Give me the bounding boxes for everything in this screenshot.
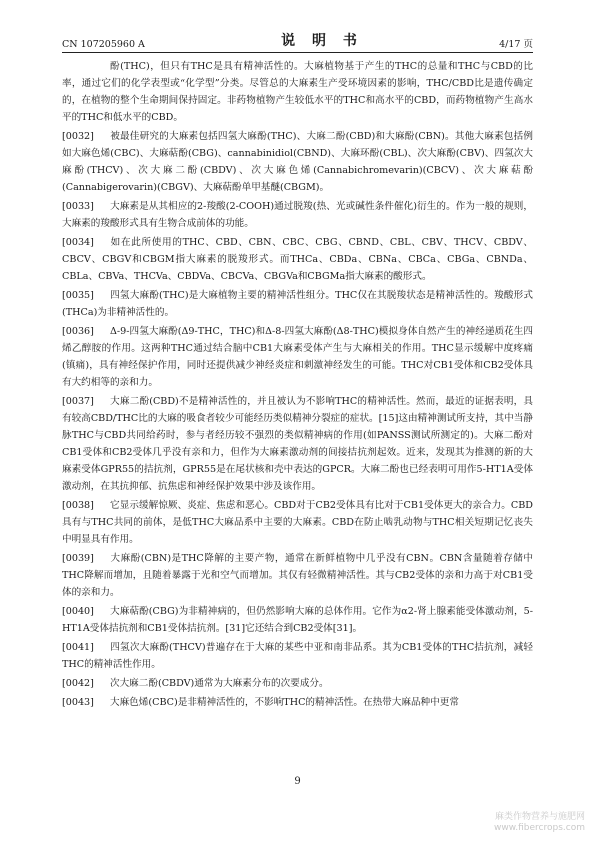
paragraph-text: 次大麻二酚(CBDV)通常为大麻素分布的次要成分。	[110, 678, 329, 689]
paragraph-number: [0036]	[62, 326, 94, 337]
paragraph-number: [0032]	[62, 131, 94, 142]
paragraph-text: 如在此所使用的THC、CBD、CBN、CBC、CBG、CBND、CBL、CBV、THCV、CBDV、CBCV、CBGV和CBGM指大麻素的脱羧形式。而THCa、CBDa、CBNa、CBCa、CBGa、CBNDa、CBLa、CBVa、THCVa、CBDVa、CBCVa、CBGVa和CBGMa指大麻素的酸形式。	[62, 237, 533, 282]
paragraph-text: 它显示缓解惊厥、炎症、焦虑和恶心。CBD对于CB2受体具有比对于CB1受体更大的亲合力。CBD具有与THC共同的前体，是低THC大麻品系中主要的大麻素。CBD在防止啮乳动物与THC相关短期记忆丧失中明显具有作用。	[62, 500, 533, 545]
paragraph-text: Δ-9-四氢大麻酚(Δ9-THC，THC)和Δ-8-四氢大麻酚(Δ8-THC)模拟身体自然产生的神经递质花生四烯乙醇胺的作用。这两种THC通过结合脑中CB1大麻素受体产生与大麻相关的作用。THC显示缓解中度疼痛(镇痛)，具有神经保护作用，同时还提供减少神经炎症和刺激神经发生的可能。THC对CB1受体和CB2受体具有大约相等的亲和力。	[62, 326, 533, 388]
paragraph-0036	[62, 323, 533, 391]
paragraph-text: 四氢大麻酚(THC)是大麻植物主要的精神活性组分。THC仅在其脱羧状态是精神活性的。羧酸形式(THCa)为非精神活性的。	[62, 290, 533, 318]
document-title: 说 明 书	[281, 33, 363, 49]
paragraph-text: 大麻二酚(CBD)不是精神活性的，并且被认为不影响THC的精神活性。然而，最近的证据表明，具有较高CBD/THC比的大麻的吸食者较少可能经历类似精神分裂症的症状。[15]这由精神测试所支持，其中当静脉THC与CBD共同给药时，参与者经历较不强烈的类似精神病的作用(如PANSS测试所测定的)。大麻二酚对CB1受体和CB2受体几乎没有亲和力，但作为大麻素激动剂的间接拮抗剂起效。近来，发现其为推测的新的大麻素受体GPR55的拮抗剂，GPR55是在尾状核和壳中表达的GPCR。大麻二酚也已经表明可用作5-HT1A受体激动剂，在其抗抑郁、抗焦虑和神经保护效果中涉及该作用。	[62, 396, 533, 492]
paragraph-number: [0042]	[62, 678, 94, 689]
paragraph-0040	[62, 603, 533, 637]
page-reference: 4/17 页	[499, 39, 533, 50]
paragraph-0039	[62, 550, 533, 601]
paragraph-number: [0039]	[62, 553, 94, 564]
paragraph-0037	[62, 393, 533, 495]
document-id: CN 107205960 A	[62, 39, 145, 50]
paragraph-number: [0043]	[62, 697, 94, 708]
document-header	[62, 30, 533, 50]
paragraph-text: 大麻酚(CBN)是THC降解的主要产物，通常在新鲜植物中几乎没有CBN。CBN含量随着存储中THC降解而增加，且随着暴露于光和空气而增加。其仅有轻微精神活性。其与CB2受体的亲和力高于对CB1受体的亲和力。	[62, 553, 533, 598]
paragraph-number: [0040]	[62, 606, 94, 617]
paragraph-0034	[62, 234, 533, 285]
watermark-name: 麻类作物营养与施肥网	[494, 812, 585, 822]
paragraph-text: 被最佳研究的大麻素包括四氢大麻酚(THC)、大麻二酚(CBD)和大麻酚(CBN)。其他大麻素包括例如大麻色烯(CBC)、大麻萜酚(CBG)、cannabinidiol(CBND)、大麻环酚(CBL)、次大麻酚(CBV)、四氢次大麻酚(THCV)、次大麻二酚(CBDV)、次大麻色烯(Cannabichromevarin)(CBCV)、次大麻萜酚(Cannabigerovarin)(CBGV)、大麻萜酚单甲基醚(CBGM)。	[62, 131, 533, 193]
paragraph-0043	[62, 694, 533, 711]
paragraph-text: 酚(THC)，但只有THC是具有精神活性的。大麻植物基于产生的THC的总量和THC与CBD的比率，通过它们的化学表型或“化学型”分类。尽管总的大麻素生产受环境因素的影响，THC/CBD比是遗传确定的，在植物的整个生命期间保持固定。非药物植物产生较低水平的THC和高水平的CBD，而药物植物产生高水平的THC和低水平的CBD。	[62, 61, 533, 123]
paragraph-number: [0034]	[62, 237, 94, 248]
page-number: 9	[294, 776, 301, 787]
paragraph-text: 大麻素是从其相应的2-羧酸(2-COOH)通过脱羧(热、光或碱性条件催化)衍生的。作为一般的规则，大麻素的羧酸形式具有生物合成前体的功能。	[62, 201, 533, 229]
paragraph-number: [0035]	[62, 290, 94, 301]
paragraph-0042	[62, 675, 533, 692]
paragraph-0033	[62, 198, 533, 232]
header-rule	[62, 52, 533, 53]
paragraph-0032	[62, 128, 533, 196]
paragraph-0038	[62, 497, 533, 548]
paragraph-number: [0033]	[62, 201, 94, 212]
watermark-url: www.fibercrops.com	[494, 823, 585, 833]
paragraph-0035	[62, 287, 533, 321]
watermark	[494, 812, 585, 834]
paragraph-number: [0038]	[62, 500, 94, 511]
paragraph-0041	[62, 639, 533, 673]
paragraph-text: 四氢次大麻酚(THCV)普遍存在于大麻的某些中亚和南非品系。其为CB1受体的THC拮抗剂，减轻THC的精神活性作用。	[62, 642, 533, 670]
paragraph-continued	[62, 58, 533, 126]
paragraph-number: [0041]	[62, 642, 94, 653]
paragraph-text: 大麻色烯(CBC)是非精神活性的，不影响THC的精神活性。在热带大麻品种中更常	[110, 697, 459, 708]
document-body	[62, 58, 533, 713]
paragraph-number: [0037]	[62, 396, 94, 407]
paragraph-text: 大麻萜酚(CBG)为非精神病的，但仍然影响大麻的总体作用。它作为α2-肾上腺素能受体激动剂，5-HT1A受体拮抗剂和CB1受体拮抗剂。[31]它还结合到CB2受体[31]。	[62, 606, 533, 634]
